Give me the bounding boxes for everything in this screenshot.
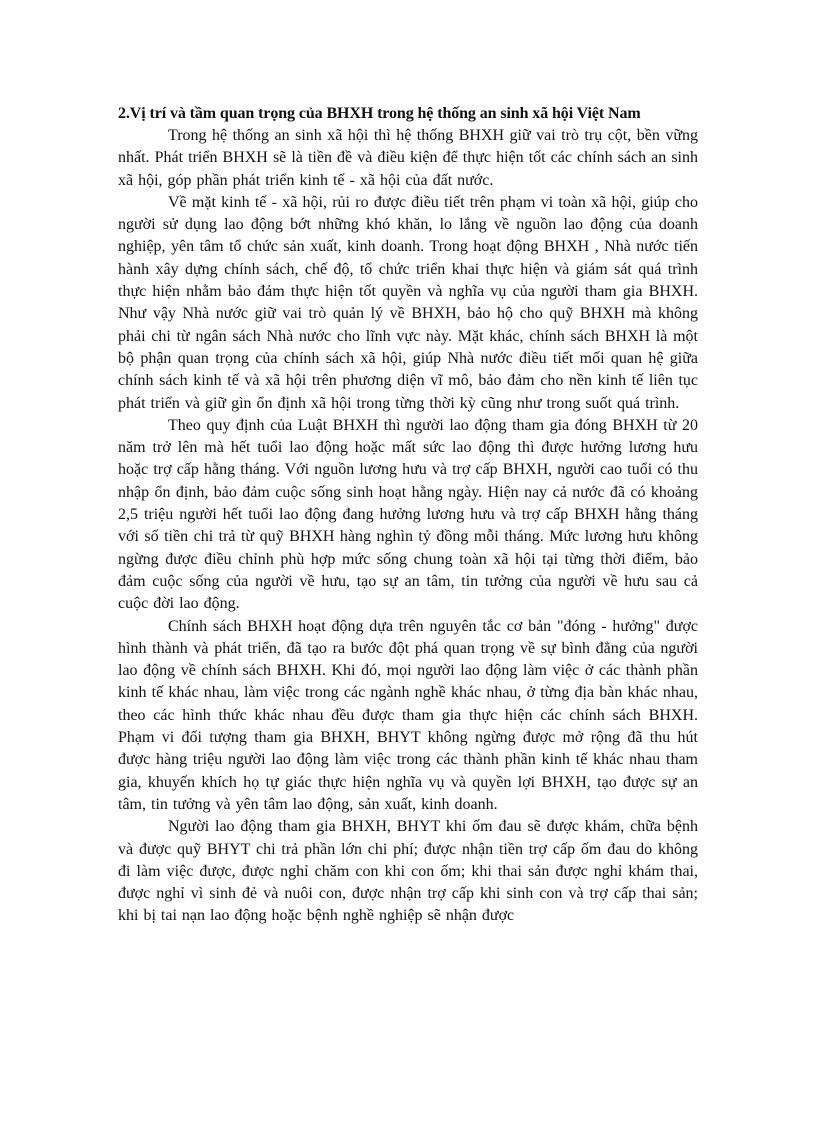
section-heading: 2.Vị trí và tầm quan trọng của BHXH trong hệ thống an sinh xã hội Việt Nam — [118, 105, 641, 122]
paragraph-2: Về mặt kinh tế - xã hội, rủi ro được điều tiết trên phạm vi toàn xã hội, giúp cho người sử dụng lao động bớt những khó khăn, lo lắng về nguồn lao động của doanh nghiệp, yên tâm tổ chức sản xuất, kinh doanh. Trong hoạt động BHXH , Nhà nước tiến hành xây dựng chính sách, chế độ, tổ chức triển khai thực hiện và giám sát quá trình thực hiện nhằm bảo đảm thực hiện tốt quyền và nghĩa vụ của người tham gia BHXH. Như vậy Nhà nước giữ vai trò quản lý về BHXH, bảo hộ cho quỹ BHXH mà không phải chi từ ngân sách Nhà nước cho lĩnh vực này. Mặt khác, chính sách BHXH là một bộ phận quan trọng của chính sách xã hội, giúp Nhà nước điều tiết mối quan hệ giữa chính sách kinh tế và xã hội trên phương diện vĩ mô, bảo đảm cho nền kinh tế liên tục phát triển và giữ gìn ổn định xã hội trong từng thời kỳ cũng như trong suốt quá trình. — [118, 193, 698, 412]
document-body — [118, 103, 698, 928]
paragraph-1: Trong hệ thống an sinh xã hội thì hệ thống BHXH giữ vai trò trụ cột, bền vững nhất. Phát triển BHXH sẽ là tiền đề và điều kiện để thực hiện tốt các chính sách an sinh xã hội, góp phần phát triển kinh tế - xã hội của đất nước. — [118, 127, 698, 189]
paragraph-5: Người lao động tham gia BHXH, BHYT khi ốm đau sẽ được khám, chữa bệnh và được quỹ BHYT chi trả phần lớn chi phí; được nhận tiền trợ cấp ốm đau do không đi làm việc được, được nghỉ chăm con khi con ốm; khi thai sản được nghỉ khám thai, được nghỉ vì sinh đẻ và nuôi con, được nhận trợ cấp khi sinh con và trợ cấp thai sản; khi bị tai nạn lao động hoặc bệnh nghề nghiệp sẽ nhận được — [118, 818, 698, 925]
paragraph-4: Chính sách BHXH hoạt động dựa trên nguyên tắc cơ bản "đóng - hưởng" được hình thành và phát triển, đã tạo ra bước đột phá quan trọng về sự bình đẳng của người lao động về chính sách BHXH. Khi đó, mọi người lao động làm việc ở các thành phần kinh tế khác nhau, làm việc trong các ngành nghề khác nhau, ở từng địa bàn khác nhau, theo các hình thức khác nhau đều được tham gia thực hiện các chính sách BHXH. Phạm vi đối tượng tham gia BHXH, BHYT không ngừng được mở rộng đã thu hút được hàng triệu người lao động làm việc trong các thành phần kinh tế khác nhau tham gia, khuyến khích họ tự giác thực hiện nghĩa vụ và quyền lợi BHXH, tạo được sự an tâm, tin tưởng và yên tâm lao động, sản xuất, kinh doanh. — [118, 617, 698, 813]
paragraph-3: Theo quy định của Luật BHXH thì người lao động tham gia đóng BHXH từ 20 năm trở lên mà hết tuổi lao động hoặc mất sức lao động thì được hưởng lương hưu hoặc trợ cấp hằng tháng. Với nguồn lương hưu và trợ cấp BHXH, người cao tuổi có thu nhập ổn định, bảo đảm cuộc sống sinh hoạt hằng ngày. Hiện nay cả nước đã có khoảng 2,5 triệu người hết tuổi lao động đang hưởng lương hưu và trợ cấp BHXH hằng tháng với số tiền chi trả từ quỹ BHXH hàng nghìn tỷ đồng mỗi tháng. Mức lương hưu không ngừng được điều chỉnh phù hợp mức sống chung toàn xã hội tại từng thời điểm, bảo đảm cuộc sống của người về hưu, tạo sự an tâm, tin tưởng của người về hưu sau cả cuộc đời lao động. — [118, 416, 698, 613]
